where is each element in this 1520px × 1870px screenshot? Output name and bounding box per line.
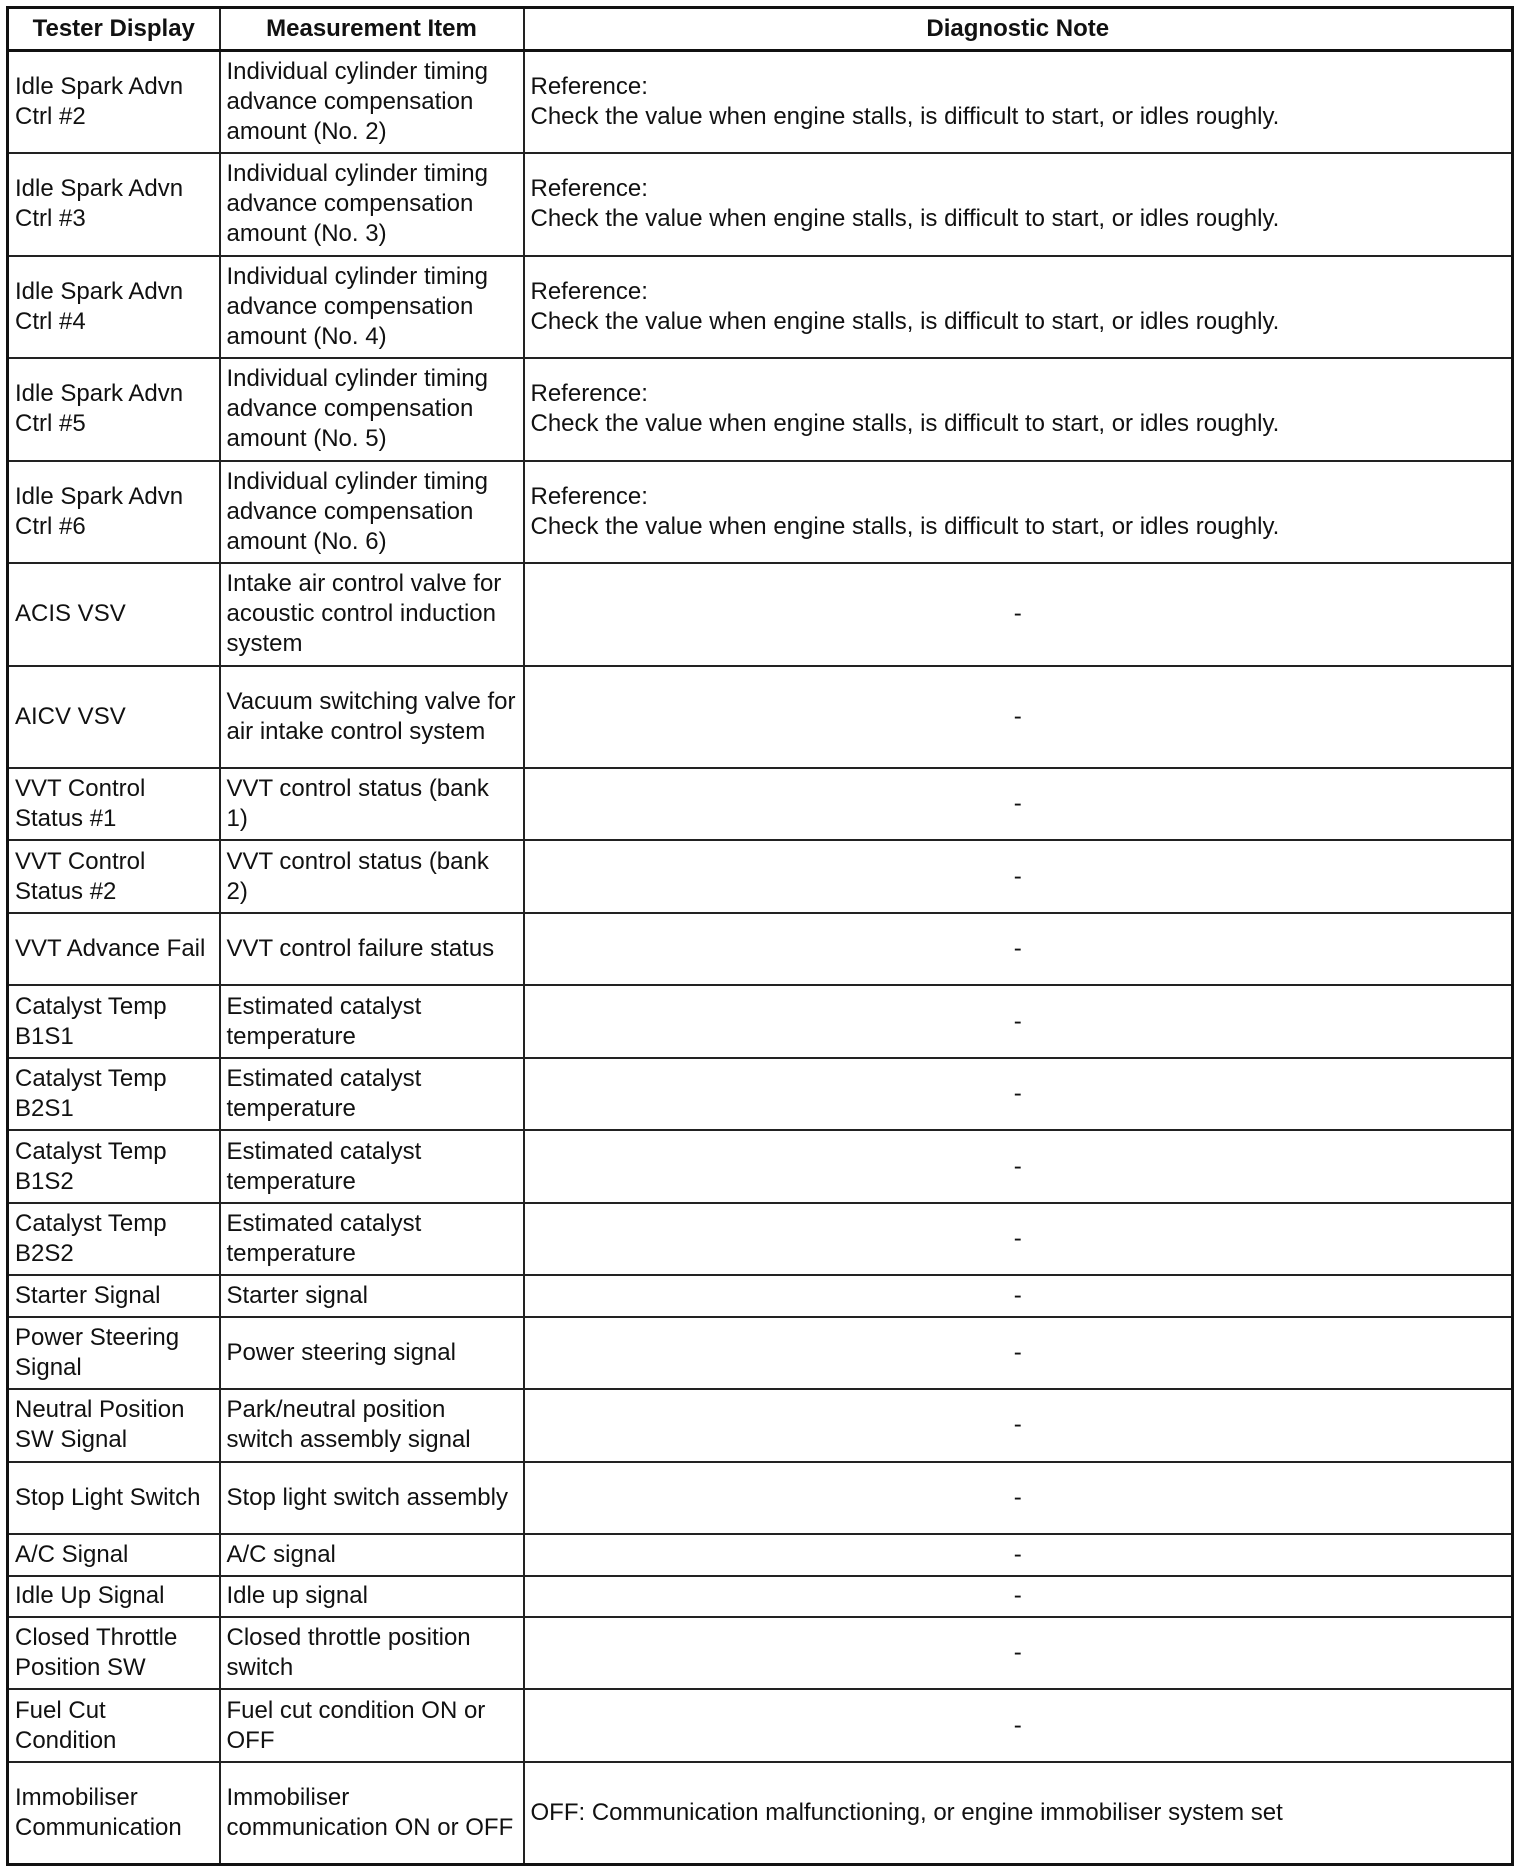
table-row [8,1130,1513,1202]
note-reference-label: Reference: [530,482,648,510]
table-row [8,1389,1513,1461]
tester-display-cell: VVT Advance Fail [8,913,220,985]
table-row [8,1462,1513,1534]
diagnostic-note-cell: - [524,768,1513,840]
tester-display-cell: Idle Spark Advn Ctrl #3 [8,153,220,256]
measurement-item-cell: Immobiliser communication ON or OFF [220,1762,524,1865]
table-row [8,913,1513,985]
measurement-item-cell: VVT control status (bank 1) [220,768,524,840]
measurement-item-cell: Idle up signal [220,1576,524,1617]
measurement-item-cell: Intake air control valve for acoustic control induction system [220,563,524,666]
measurement-item-cell: Estimated catalyst temperature [220,1203,524,1275]
diagnostic-note-cell: - [524,1058,1513,1130]
tester-display-cell: A/C Signal [8,1534,220,1575]
table-header-row [8,8,1513,51]
note-reference-text: Check the value when engine stalls, is difficult to start, or idles roughly. [530,307,1280,335]
diagnostic-note-cell: - [524,1689,1513,1761]
table-row [8,153,1513,256]
header-measurement-item: Measurement Item [220,8,524,51]
note-reference-label: Reference: [530,380,648,408]
tester-display-cell: AICV VSV [8,666,220,769]
measurement-item-cell: Individual cylinder timing advance compensation amount (No. 5) [220,358,524,461]
diagnostic-note-cell: - [524,563,1513,666]
measurement-item-cell: Estimated catalyst temperature [220,1130,524,1202]
table-row [8,1762,1513,1865]
table-row [8,1203,1513,1275]
diagnostic-note-cell [524,461,1513,564]
diagnostic-note-cell: - [524,985,1513,1057]
tester-display-cell: VVT Control Status #1 [8,768,220,840]
measurement-item-cell: Individual cylinder timing advance compensation amount (No. 6) [220,461,524,564]
diagnostic-note-cell: - [524,1389,1513,1461]
table-row [8,1576,1513,1617]
measurement-item-cell: Individual cylinder timing advance compensation amount (No. 2) [220,51,524,154]
tester-display-cell: Neutral Position SW Signal [8,1389,220,1461]
table-row [8,1058,1513,1130]
table-row [8,1689,1513,1761]
tester-display-cell: Idle Spark Advn Ctrl #4 [8,256,220,359]
table-row [8,768,1513,840]
tester-display-cell: Idle Up Signal [8,1576,220,1617]
diagnostic-note-cell: - [524,1203,1513,1275]
tester-display-cell: Immobiliser Communication [8,1762,220,1865]
note-reference-label: Reference: [530,175,648,203]
diagnostic-note-cell: OFF: Communication malfunctioning, or engine immobiliser system set [524,1762,1513,1865]
table-row [8,358,1513,461]
tester-display-cell: Idle Spark Advn Ctrl #2 [8,51,220,154]
note-reference-text: Check the value when engine stalls, is difficult to start, or idles roughly. [530,512,1280,540]
measurement-item-cell: Vacuum switching valve for air intake control system [220,666,524,769]
table-row [8,985,1513,1057]
table-row [8,563,1513,666]
tester-display-cell: Fuel Cut Condition [8,1689,220,1761]
note-reference-text: Check the value when engine stalls, is difficult to start, or idles roughly. [530,205,1280,233]
tester-display-cell: Idle Spark Advn Ctrl #6 [8,461,220,564]
diagnostic-note-cell: - [524,1617,1513,1689]
measurement-item-cell: Closed throttle position switch [220,1617,524,1689]
measurement-item-cell: Power steering signal [220,1317,524,1389]
header-diagnostic-note: Diagnostic Note [524,8,1513,51]
table-row [8,461,1513,564]
measurement-item-cell: Individual cylinder timing advance compensation amount (No. 3) [220,153,524,256]
measurement-item-cell: Park/neutral position switch assembly signal [220,1389,524,1461]
diagnostic-note-cell: - [524,913,1513,985]
measurement-item-cell: Fuel cut condition ON or OFF [220,1689,524,1761]
diagnostic-note-cell: - [524,666,1513,769]
tester-display-cell: Power Steering Signal [8,1317,220,1389]
measurement-item-cell: VVT control status (bank 2) [220,840,524,912]
diagnostic-note-cell [524,358,1513,461]
tester-display-cell: Idle Spark Advn Ctrl #5 [8,358,220,461]
diagnostic-note-cell: - [524,1462,1513,1534]
table-row [8,1617,1513,1689]
measurement-item-cell: A/C signal [220,1534,524,1575]
tester-display-cell: VVT Control Status #2 [8,840,220,912]
diagnostic-note-cell [524,256,1513,359]
header-tester-display: Tester Display [8,8,220,51]
table-row [8,1317,1513,1389]
tester-display-cell: Catalyst Temp B1S2 [8,1130,220,1202]
diagnostic-note-cell [524,51,1513,154]
measurement-item-cell: Estimated catalyst temperature [220,1058,524,1130]
diagnostic-note-cell: - [524,1576,1513,1617]
table-row [8,666,1513,769]
tester-display-cell: ACIS VSV [8,563,220,666]
note-reference-text: Check the value when engine stalls, is difficult to start, or idles roughly. [530,410,1280,438]
table-row [8,1534,1513,1575]
note-reference-label: Reference: [530,73,648,100]
diagnostic-note-cell [524,153,1513,256]
measurement-item-cell: VVT control failure status [220,913,524,985]
measurement-item-cell: Stop light switch assembly [220,1462,524,1534]
tester-display-cell: Catalyst Temp B1S1 [8,985,220,1057]
table-row [8,256,1513,359]
tester-display-cell: Starter Signal [8,1275,220,1316]
diagnostic-note-cell: - [524,1534,1513,1575]
table-row [8,840,1513,912]
diagnostic-note-cell: - [524,1275,1513,1316]
table-row [8,1275,1513,1316]
diagnostic-note-cell: - [524,1317,1513,1389]
tester-display-cell: Stop Light Switch [8,1462,220,1534]
note-reference-label: Reference: [530,277,648,305]
tester-display-cell: Closed Throttle Position SW [8,1617,220,1689]
measurement-item-cell: Individual cylinder timing advance compensation amount (No. 4) [220,256,524,359]
measurement-item-cell: Starter signal [220,1275,524,1316]
tester-display-cell: Catalyst Temp B2S2 [8,1203,220,1275]
diagnostic-data-table [6,6,1514,1866]
measurement-item-cell: Estimated catalyst temperature [220,985,524,1057]
diagnostic-note-cell: - [524,1130,1513,1202]
tester-display-cell: Catalyst Temp B2S1 [8,1058,220,1130]
table-row [8,51,1513,154]
diagnostic-note-cell: - [524,840,1513,912]
note-reference-text: Check the value when engine stalls, is difficult to start, or idles roughly. [530,103,1280,130]
